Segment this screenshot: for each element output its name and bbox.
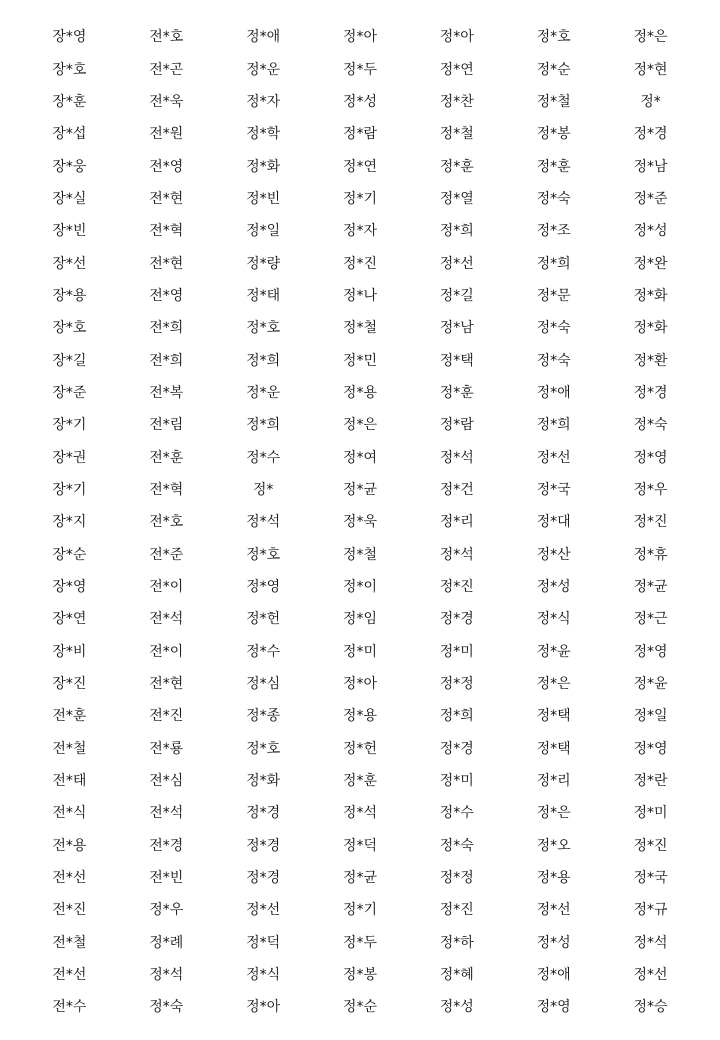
name-cell: 정*석 <box>149 967 184 984</box>
name-cell: 전*진 <box>149 708 184 725</box>
name-cell: 정*희 <box>536 255 571 272</box>
name-cell: 정*철 <box>439 126 474 143</box>
name-cell: 전*원 <box>149 126 184 143</box>
name-cell: 정*영 <box>246 579 281 596</box>
name-cell: 전*이 <box>149 643 184 660</box>
name-cell: 정*애 <box>536 967 571 984</box>
name-cell: 정*숙 <box>633 417 668 434</box>
name-cell: 정*남 <box>439 320 474 337</box>
name-cell: 정*우 <box>633 481 668 498</box>
name-cell: 정*헌 <box>246 611 281 628</box>
name-cell: 정*두 <box>342 61 377 78</box>
name-cell: 정*아 <box>439 29 474 46</box>
name-cell: 정*례 <box>149 934 184 951</box>
name-cell: 정*숙 <box>536 190 571 207</box>
name-cell: 정*선 <box>536 449 571 466</box>
name-cell: 정*임 <box>342 611 377 628</box>
name-cell: 정*봉 <box>536 126 571 143</box>
name-cell: 정*란 <box>633 773 668 790</box>
name-cell: 정*문 <box>536 287 571 304</box>
name-cell: 전*호 <box>149 29 184 46</box>
name-cell: 정*자 <box>246 93 281 110</box>
name-cell: 정*리 <box>536 773 571 790</box>
name-cell: 전*영 <box>149 287 184 304</box>
name-cell: 정*열 <box>439 190 474 207</box>
name-cell: 정*건 <box>439 481 474 498</box>
name-cell: 전*선 <box>52 967 87 984</box>
name-cell: 정*대 <box>536 514 571 531</box>
name-cell: 전*석 <box>149 805 184 822</box>
name-cell: 정*현 <box>633 61 668 78</box>
name-cell: 정*호 <box>536 29 571 46</box>
name-cell: 전*용 <box>52 837 87 854</box>
name-cell: 정*경 <box>633 384 668 401</box>
name-cell: 정*덕 <box>342 837 377 854</box>
name-cell: 정*철 <box>342 546 377 563</box>
name-cell: 정*두 <box>342 934 377 951</box>
name-cell: 정*자 <box>342 223 377 240</box>
name-cell: 정*산 <box>536 546 571 563</box>
name-cell: 정*순 <box>536 61 571 78</box>
name-cell: 장*기 <box>52 417 87 434</box>
name-cell: 정*완 <box>633 255 668 272</box>
name-cell: 전*영 <box>149 158 184 175</box>
name-cell: 장*연 <box>52 611 87 628</box>
name-cell: 정*훈 <box>439 384 474 401</box>
name-cell: 정*선 <box>633 967 668 984</box>
name-cell: 전*혁 <box>149 223 184 240</box>
name-cell: 정*진 <box>633 837 668 854</box>
name-cell: 전*이 <box>149 579 184 596</box>
name-cell: 정*오 <box>536 837 571 854</box>
name-cell: 정*진 <box>439 902 474 919</box>
name-cell: 전*경 <box>149 837 184 854</box>
name-cell: 정*규 <box>633 902 668 919</box>
name-cell: 전*림 <box>149 417 184 434</box>
name-cell: 정*택 <box>439 352 474 369</box>
name-cell: 정*희 <box>246 417 281 434</box>
name-cell: 정*미 <box>439 643 474 660</box>
name-cell: 정*숙 <box>439 837 474 854</box>
name-cell: 정*애 <box>246 29 281 46</box>
name-cell: 정*균 <box>633 579 668 596</box>
name-cell: 정*길 <box>439 287 474 304</box>
name-cell: 정*식 <box>536 611 571 628</box>
name-cell: 정*경 <box>439 611 474 628</box>
name-cell: 정*용 <box>342 708 377 725</box>
name-cell: 정*호 <box>246 546 281 563</box>
name-cell: 정*심 <box>246 676 281 693</box>
name-cell: 정*나 <box>342 287 377 304</box>
name-cell: 정*미 <box>439 773 474 790</box>
name-cell: 장*실 <box>52 190 87 207</box>
name-cell: 장*권 <box>52 449 87 466</box>
name-cell: 정*민 <box>342 352 377 369</box>
name-cell: 정*덕 <box>246 934 281 951</box>
name-cell: 정*종 <box>246 708 281 725</box>
name-cell: 정*람 <box>342 126 377 143</box>
name-cell: 정*윤 <box>633 676 668 693</box>
name-cell: 정*철 <box>342 320 377 337</box>
name-cell: 정*화 <box>246 158 281 175</box>
name-cell: 정*경 <box>246 805 281 822</box>
name-cell: 정*기 <box>342 190 377 207</box>
name-cell: 정*찬 <box>439 93 474 110</box>
name-cell: 정*선 <box>536 902 571 919</box>
name-cell: 정*균 <box>342 870 377 887</box>
name-cell: 정*아 <box>246 999 281 1016</box>
name-cell: 정*아 <box>342 676 377 693</box>
name-cell: 정*숙 <box>536 352 571 369</box>
name-cell: 정*애 <box>536 384 571 401</box>
name-cell: 정*석 <box>439 449 474 466</box>
name-cell: 정*성 <box>439 999 474 1016</box>
name-cell: 정*석 <box>633 934 668 951</box>
name-cell: 정*일 <box>633 708 668 725</box>
name-cell: 장*진 <box>52 676 87 693</box>
name-cell: 정*국 <box>633 870 668 887</box>
name-cell: 전*진 <box>52 902 87 919</box>
name-cell: 정*수 <box>439 805 474 822</box>
name-cell: 정*리 <box>439 514 474 531</box>
name-cell: 정*성 <box>633 223 668 240</box>
name-cell: 정*미 <box>633 805 668 822</box>
name-cell: 정*승 <box>633 999 668 1016</box>
name-cell: 정*량 <box>246 255 281 272</box>
name-cell: 정*운 <box>246 61 281 78</box>
name-cell: 정*석 <box>439 546 474 563</box>
name-cell: 정*정 <box>439 676 474 693</box>
name-cell: 정*순 <box>342 999 377 1016</box>
name-cell: 정*훈 <box>439 158 474 175</box>
name-cell: 장*영 <box>52 29 87 46</box>
name-cell: 정*빈 <box>246 190 281 207</box>
name-cell: 정*수 <box>246 449 281 466</box>
name-cell: 전*식 <box>52 805 87 822</box>
name-cell: 정*아 <box>342 29 377 46</box>
name-cell: 장*순 <box>52 546 87 563</box>
name-cell: 정*연 <box>439 61 474 78</box>
name-cell: 정*영 <box>633 449 668 466</box>
name-cell: 전*훈 <box>149 449 184 466</box>
name-cell: 전*석 <box>149 611 184 628</box>
name-cell: 정*호 <box>246 320 281 337</box>
name-cell: 정*우 <box>149 902 184 919</box>
name-cell: 장*호 <box>52 320 87 337</box>
name-cell: 정*택 <box>536 708 571 725</box>
name-cell: 정*희 <box>536 417 571 434</box>
name-cell: 정*정 <box>439 870 474 887</box>
name-cell: 정*봉 <box>342 967 377 984</box>
name-cell: 정*욱 <box>342 514 377 531</box>
name-cell: 정*근 <box>633 611 668 628</box>
name-cell: 정*윤 <box>536 643 571 660</box>
name-cell: 전*혁 <box>149 481 184 498</box>
name-cell: 전*룡 <box>149 740 184 757</box>
name-cell: 정*훈 <box>536 158 571 175</box>
name-cell: 정*성 <box>536 579 571 596</box>
name-cell: 정*영 <box>536 999 571 1016</box>
name-cell: 정*람 <box>439 417 474 434</box>
name-cell: 장*비 <box>52 643 87 660</box>
name-cell: 정*수 <box>246 643 281 660</box>
name-cell: 전*현 <box>149 676 184 693</box>
name-cell: 정*학 <box>246 126 281 143</box>
name-cell: 정*석 <box>342 805 377 822</box>
name-cell: 정*하 <box>439 934 474 951</box>
name-cell: 정*은 <box>342 417 377 434</box>
name-cell: 정*석 <box>246 514 281 531</box>
name-cell: 장*준 <box>52 384 87 401</box>
name-cell: 정*경 <box>633 126 668 143</box>
name-cell: 장*훈 <box>52 93 87 110</box>
name-cell: 정*은 <box>536 676 571 693</box>
name-cell: 정*진 <box>342 255 377 272</box>
name-cell: 전*훈 <box>52 708 87 725</box>
name-cell: 정*미 <box>342 643 377 660</box>
name-cell: 정*은 <box>536 805 571 822</box>
name-cell: 장*웅 <box>52 158 87 175</box>
name-cell: 정*선 <box>246 902 281 919</box>
name-cell: 정*은 <box>633 29 668 46</box>
name-cell: 정*태 <box>246 287 281 304</box>
name-cell: 정*경 <box>246 837 281 854</box>
name-cell: 정*선 <box>439 255 474 272</box>
name-cell: 장*용 <box>52 287 87 304</box>
name-cell: 정*숙 <box>149 999 184 1016</box>
name-cell: 정*혜 <box>439 967 474 984</box>
name-cell: 전*곤 <box>149 61 184 78</box>
name-cell: 장*선 <box>52 255 87 272</box>
name-cell: 전*욱 <box>149 93 184 110</box>
name-cell: 정* <box>252 481 274 498</box>
name-cell: 장*기 <box>52 481 87 498</box>
name-cell: 정*희 <box>439 708 474 725</box>
name-cell: 전*철 <box>52 934 87 951</box>
name-cell: 정*화 <box>246 773 281 790</box>
name-cell: 정*성 <box>536 934 571 951</box>
name-cell: 정*철 <box>536 93 571 110</box>
name-cell: 정*기 <box>342 902 377 919</box>
name-cell: 정*희 <box>439 223 474 240</box>
name-cell: 전*호 <box>149 514 184 531</box>
name-cell: 정*경 <box>246 870 281 887</box>
name-cell: 정*헌 <box>342 740 377 757</box>
name-cell: 정*운 <box>246 384 281 401</box>
name-cell: 정*진 <box>439 579 474 596</box>
name-cell: 전*철 <box>52 740 87 757</box>
name-cell: 전*현 <box>149 190 184 207</box>
name-cell: 정*식 <box>246 967 281 984</box>
name-cell: 정*남 <box>633 158 668 175</box>
name-cell: 정*연 <box>342 158 377 175</box>
name-cell: 정*경 <box>439 740 474 757</box>
name-cell: 정*화 <box>633 287 668 304</box>
name-cell: 정*준 <box>633 190 668 207</box>
name-cell: 정*화 <box>633 320 668 337</box>
name-cell: 전*선 <box>52 870 87 887</box>
name-cell: 정*희 <box>246 352 281 369</box>
name-cell: 정*여 <box>342 449 377 466</box>
name-cell: 정*균 <box>342 481 377 498</box>
name-cell: 전*현 <box>149 255 184 272</box>
name-cell: 정*성 <box>342 93 377 110</box>
name-cell: 정*훈 <box>342 773 377 790</box>
name-cell: 전*태 <box>52 773 87 790</box>
name-cell: 전*복 <box>149 384 184 401</box>
name-cell: 장*섭 <box>52 126 87 143</box>
name-cell: 정*영 <box>633 643 668 660</box>
name-cell: 정*용 <box>536 870 571 887</box>
name-cell: 정* <box>640 93 661 110</box>
name-cell: 전*희 <box>149 320 184 337</box>
name-cell: 장*호 <box>52 61 87 78</box>
name-cell: 전*준 <box>149 546 184 563</box>
name-cell: 전*빈 <box>149 870 184 887</box>
name-cell: 정*영 <box>633 740 668 757</box>
name-cell: 정*진 <box>633 514 668 531</box>
name-cell: 정*일 <box>246 223 281 240</box>
name-cell: 장*길 <box>52 352 87 369</box>
name-cell: 정*조 <box>536 223 571 240</box>
name-cell: 장*빈 <box>52 223 87 240</box>
name-cell: 장*영 <box>52 579 87 596</box>
name-cell: 정*숙 <box>536 320 571 337</box>
name-list-grid <box>21 20 699 1023</box>
name-cell: 정*휴 <box>633 546 668 563</box>
name-cell: 전*심 <box>149 773 184 790</box>
name-cell: 전*수 <box>52 999 87 1016</box>
name-cell: 정*국 <box>536 481 571 498</box>
name-cell: 정*택 <box>536 740 571 757</box>
name-cell: 정*이 <box>342 579 377 596</box>
name-cell: 정*환 <box>633 352 668 369</box>
name-cell: 정*호 <box>246 740 281 757</box>
name-cell: 전*희 <box>149 352 184 369</box>
name-cell: 정*용 <box>342 384 377 401</box>
name-cell: 장*지 <box>52 514 87 531</box>
